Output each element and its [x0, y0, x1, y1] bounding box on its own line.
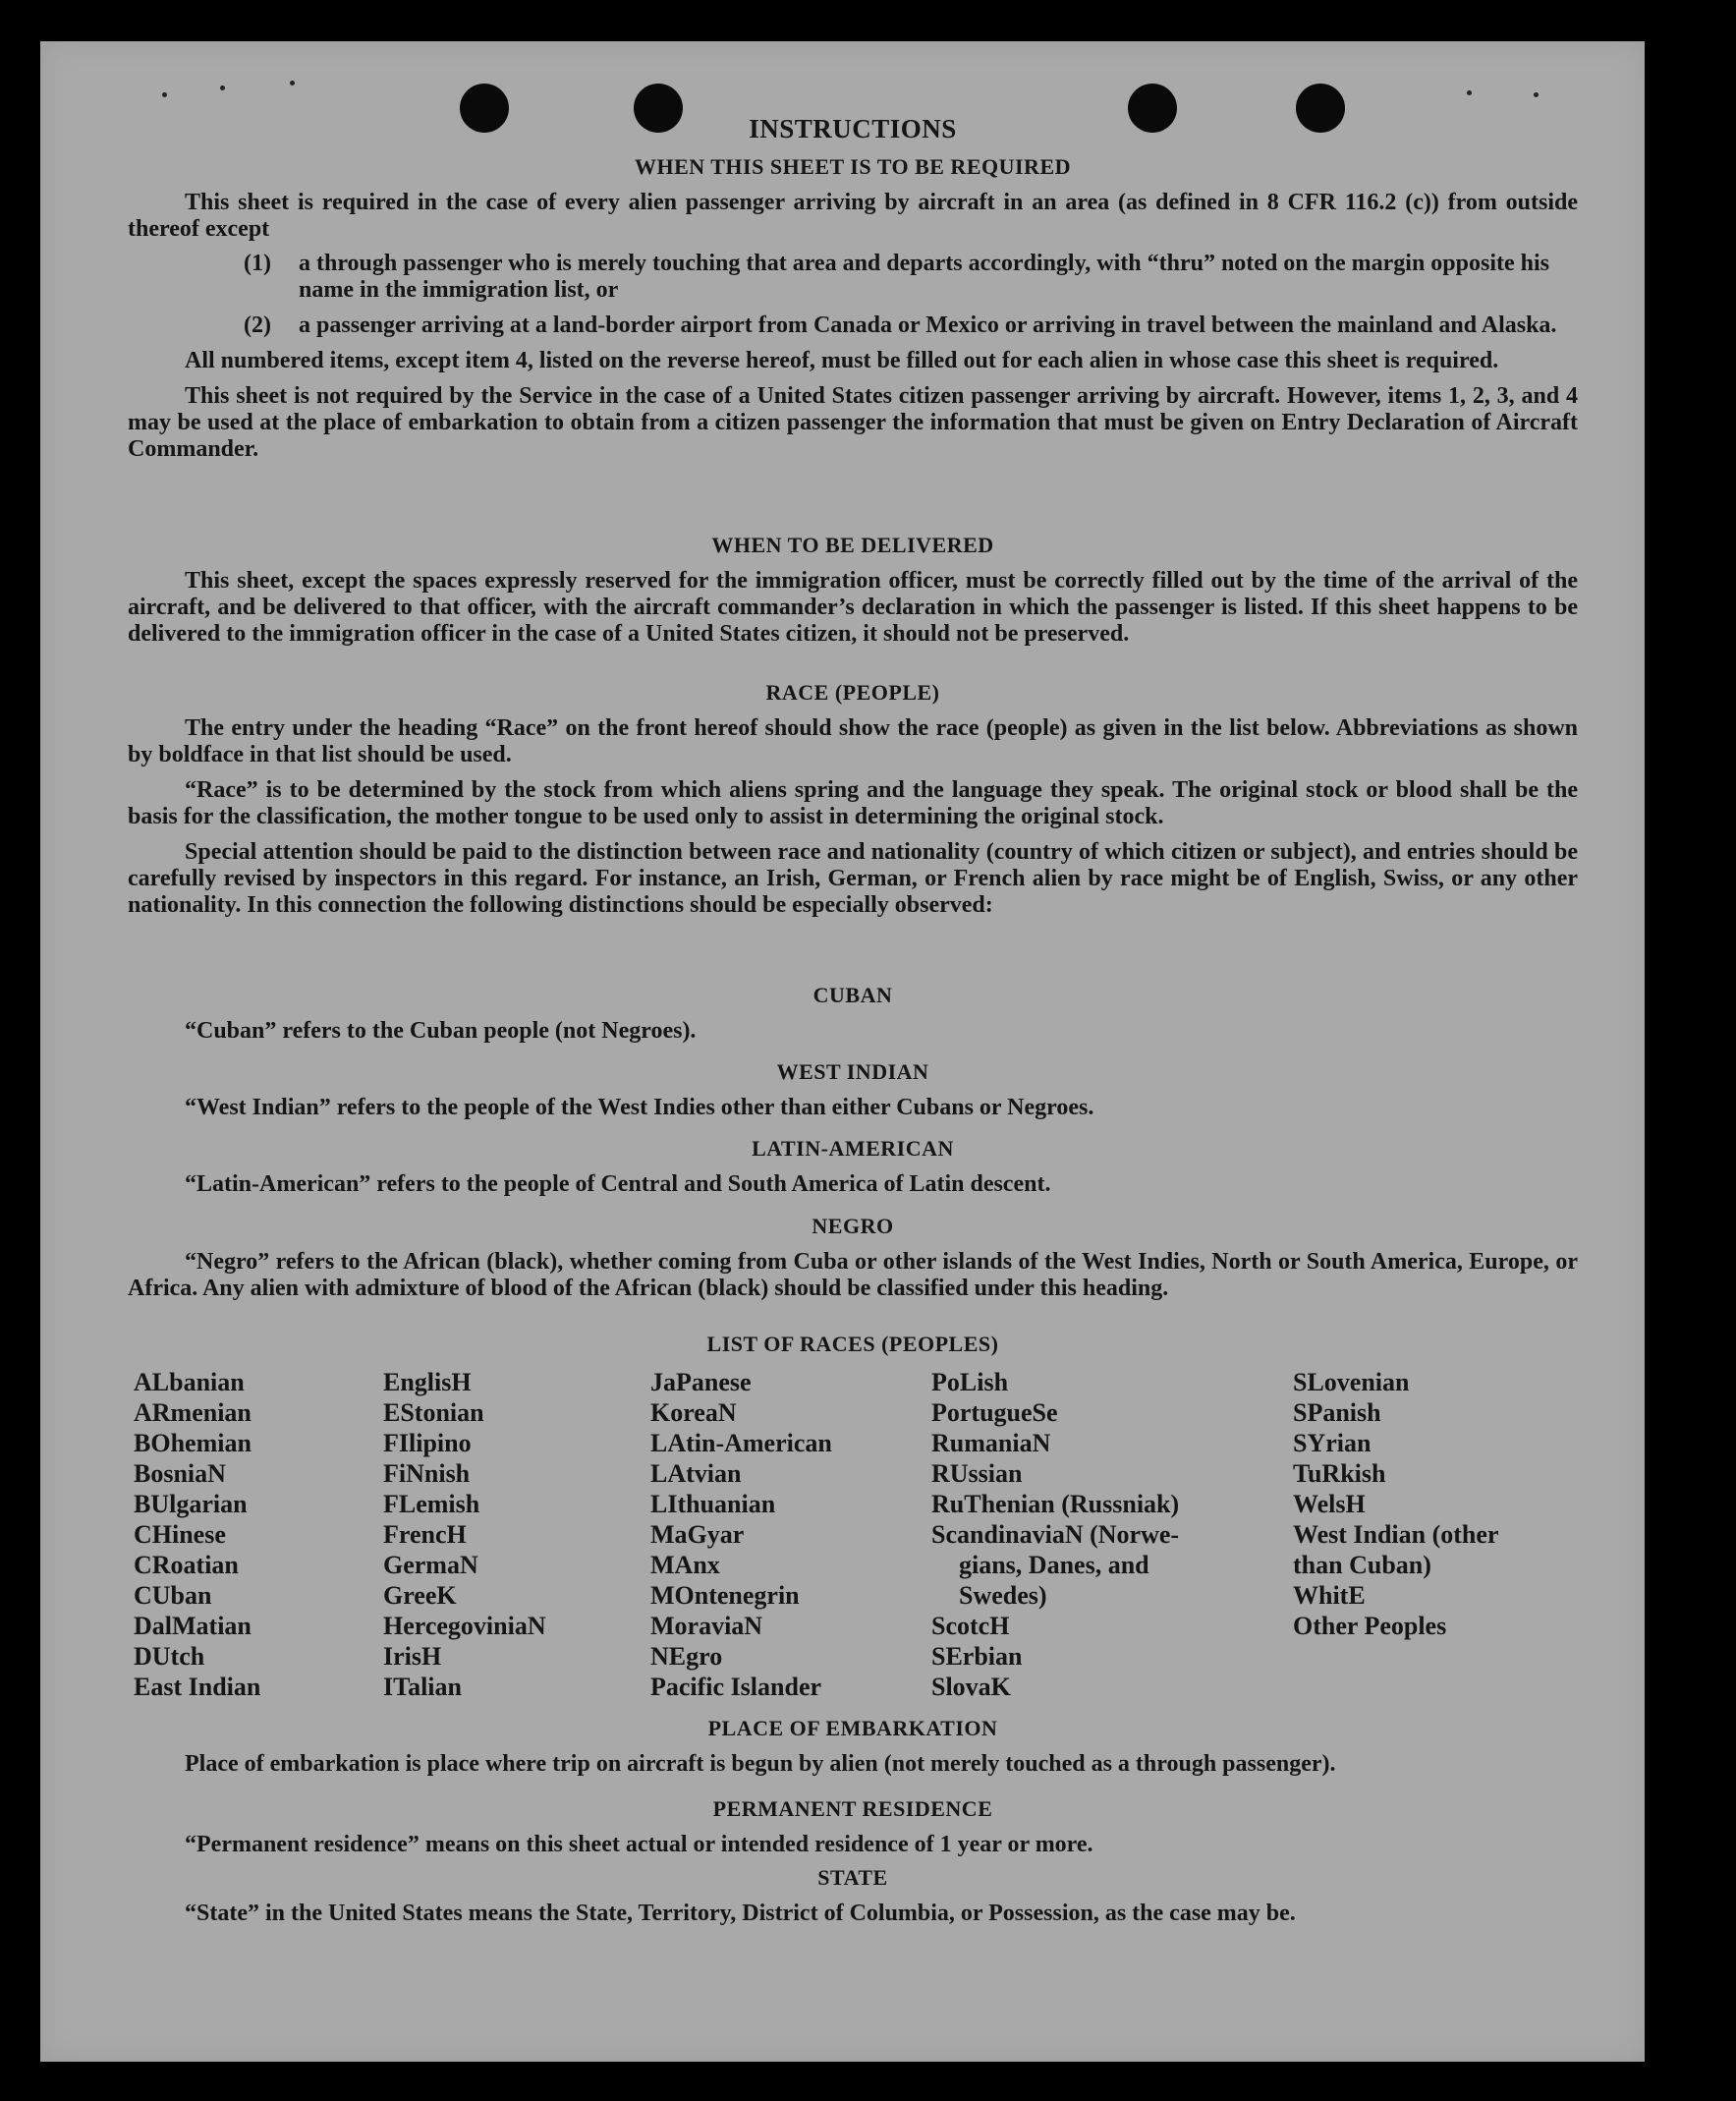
- race-entry: FiNnish: [383, 1459, 471, 1488]
- paragraph: All numbered items, except item 4, listed on the reverse hereof, must be filled out for each alien in whose case this sheet is required.: [185, 348, 1499, 373]
- race-entry: RUssian: [931, 1459, 1023, 1488]
- section-heading: STATE: [817, 1865, 888, 1890]
- list-item: [128, 312, 1578, 339]
- paragraph: “Race” is to be determined by the stock from which aliens spring and the language they speak. The original stock or blood shall be the basis for the classification, the mother tongue to be used only to assist in determining the original stock.: [128, 777, 1578, 829]
- race-entry: LAtin-American: [650, 1429, 832, 1457]
- speck: [162, 92, 167, 97]
- section-latin-american: [128, 1136, 1578, 1198]
- race-entry: Swedes): [959, 1581, 1047, 1610]
- race-entry: West Indian (other: [1293, 1520, 1499, 1549]
- race-entry: GermaN: [383, 1551, 478, 1579]
- paragraph: This sheet is required in the case of every alien passenger arriving by aircraft in an area (as defined in 8 CFR 116.2 (c)) from outside thereof except: [128, 190, 1578, 242]
- race-entry: WelsH: [1293, 1490, 1366, 1518]
- race-entry: CHinese: [134, 1520, 226, 1549]
- races-column: [931, 1367, 1293, 1702]
- paragraph: “West Indian” refers to the people of the West Indies other than either Cubans or Negroes.: [185, 1095, 1094, 1120]
- item-number: (2): [244, 312, 271, 338]
- race-entry: FIlipino: [383, 1429, 472, 1457]
- race-entry: SLovenian: [1293, 1368, 1410, 1396]
- races-column: [383, 1367, 650, 1702]
- section-heading: PERMANENT RESIDENCE: [712, 1796, 993, 1821]
- race-entry: LIthuanian: [650, 1490, 776, 1518]
- paragraph: “Latin-American” refers to the people of Central and South America of Latin descent.: [185, 1171, 1051, 1197]
- section-negro: [128, 1214, 1578, 1302]
- race-entry: BosniaN: [134, 1459, 226, 1488]
- race-entry: ScotcH: [931, 1612, 1010, 1640]
- speck: [1467, 90, 1472, 95]
- section-when-required: [128, 154, 1578, 463]
- race-entry: NEgro: [650, 1642, 723, 1671]
- race-entry: HercegoviniaN: [383, 1612, 546, 1640]
- race-entry: MOntenegrin: [650, 1581, 800, 1610]
- section-heading: WEST INDIAN: [776, 1059, 929, 1084]
- race-entry: TuRkish: [1293, 1459, 1386, 1488]
- race-entry: GreeK: [383, 1581, 457, 1610]
- paragraph: This sheet is not required by the Service in the case of a United States citizen passenger arriving by aircraft. However, items 1, 2, 3, and 4 may be used at the place of embarkation to obtain from a citizen passenger the information that must be given on Entry Declaration of Aircraft Commander.: [128, 383, 1578, 462]
- race-entry: IrisH: [383, 1642, 442, 1671]
- race-entry: SErbian: [931, 1642, 1023, 1671]
- paragraph: Place of embarkation is place where trip on aircraft is begun by alien (not merely touched as a through passenger).: [185, 1751, 1336, 1777]
- paragraph: “Permanent residence” means on this sheet actual or intended residence of 1 year or more.: [185, 1832, 1093, 1857]
- section-heading: CUBAN: [812, 983, 893, 1007]
- race-entry: SlovaK: [931, 1673, 1011, 1701]
- section-state: [128, 1865, 1578, 1927]
- race-entry: gians, Danes, and: [959, 1551, 1149, 1579]
- item-text: a passenger arriving at a land-border airport from Canada or Mexico or arriving in travel between the mainland and Alaska.: [299, 312, 1557, 338]
- race-entry: BUlgarian: [134, 1490, 248, 1518]
- speck: [220, 85, 225, 90]
- race-entry: PortugueSe: [931, 1398, 1058, 1427]
- paragraph: “Cuban” refers to the Cuban people (not Negroes).: [185, 1018, 697, 1044]
- race-entry: CRoatian: [134, 1551, 239, 1579]
- section-place-of-embarkation: [128, 1716, 1578, 1778]
- section-when-delivered: [128, 533, 1578, 648]
- race-entry: BOhemian: [134, 1429, 252, 1457]
- race-entry: RuThenian (Russniak): [931, 1490, 1180, 1518]
- race-entry: PoLish: [931, 1368, 1009, 1396]
- section-heading: PLACE OF EMBARKATION: [707, 1716, 998, 1740]
- paragraph: “Negro” refers to the African (black), whether coming from Cuba or other islands of the West Indies, North or South America, Europe, or Africa. Any alien with admixture of blood of the African (black) should be classified under this heading.: [128, 1249, 1578, 1301]
- list-item: [128, 251, 1578, 304]
- race-entry: ScandinaviaN (Norwe-: [931, 1520, 1180, 1549]
- section-heading: LIST OF RACES (PEOPLES): [706, 1332, 999, 1356]
- section-permanent-residence: [128, 1796, 1578, 1858]
- section-heading: RACE (PEOPLE): [765, 680, 940, 705]
- speck: [290, 81, 295, 85]
- race-entry: JaPanese: [650, 1368, 752, 1396]
- page-title: INSTRUCTIONS: [749, 114, 957, 143]
- race-entry: CUban: [134, 1581, 212, 1610]
- section-west-indian: [128, 1059, 1578, 1121]
- race-entry: East Indian: [134, 1673, 261, 1701]
- section-heading: WHEN THIS SHEET IS TO BE REQUIRED: [634, 154, 1072, 179]
- section-list-of-races: [128, 1332, 1578, 1702]
- race-entry: EStonian: [383, 1398, 484, 1427]
- race-entry: DUtch: [134, 1642, 205, 1671]
- section-cuban: [128, 983, 1578, 1045]
- race-entry: KoreaN: [650, 1398, 737, 1427]
- race-entry: MoraviaN: [650, 1612, 763, 1640]
- section-race: [128, 680, 1578, 919]
- races-column: [1293, 1367, 1548, 1702]
- paragraph: “State” in the United States means the State, Territory, District of Columbia, or Possession, as the case may be.: [185, 1901, 1296, 1926]
- race-entry: FrencH: [383, 1520, 467, 1549]
- race-entry: than Cuban): [1293, 1551, 1431, 1579]
- race-entry: ALbanian: [134, 1368, 245, 1396]
- race-entry: EnglisH: [383, 1368, 472, 1396]
- races-column: [650, 1367, 931, 1702]
- races-column: [134, 1367, 383, 1702]
- race-entry: LAtvian: [650, 1459, 742, 1488]
- race-entry: SYrian: [1293, 1429, 1372, 1457]
- race-entry: SPanish: [1293, 1398, 1381, 1427]
- paragraph: This sheet, except the spaces expressly reserved for the immigration officer, must be correctly filled out by the time of the arrival of the aircraft, and be delivered to that officer, with the aircraft commander’s declaration in which the passenger is listed. If this sheet happens to be delivered to the immigration officer in the case of a United States citizen, it should not be preserved.: [128, 568, 1578, 647]
- race-entry: MaGyar: [650, 1520, 745, 1549]
- paragraph: Special attention should be paid to the distinction between race and nationality (country of which citizen or subject), and entries should be carefully revised by inspectors in this regard. For instance, an Irish, German, or French alien by race might be of English, Swiss, or any other nationality. In this connection the following distinctions should be especially observed:: [128, 839, 1578, 918]
- race-entry: FLemish: [383, 1490, 480, 1518]
- section-heading: NEGRO: [812, 1214, 894, 1238]
- race-entry: DalMatian: [134, 1612, 252, 1640]
- race-entry: ARmenian: [134, 1398, 252, 1427]
- race-entry: RumaniaN: [931, 1429, 1051, 1457]
- races-table: [128, 1367, 1578, 1702]
- race-entry: ITalian: [383, 1673, 462, 1701]
- speck: [1534, 92, 1539, 97]
- document-sheet: [40, 41, 1645, 2062]
- item-number: (1): [244, 251, 271, 276]
- race-entry: Pacific Islander: [650, 1673, 822, 1701]
- race-entry: Other Peoples: [1293, 1612, 1447, 1640]
- item-text: a through passenger who is merely touching that area and departs accordingly, with “thru” noted on the margin opposite his name in the immigration list, or: [299, 251, 1549, 303]
- section-heading: WHEN TO BE DELIVERED: [711, 533, 994, 557]
- race-entry: MAnx: [650, 1551, 720, 1579]
- race-entry: WhitE: [1293, 1581, 1366, 1610]
- section-heading: LATIN-AMERICAN: [752, 1136, 954, 1161]
- paragraph: The entry under the heading “Race” on the front hereof should show the race (people) as given in the list below. Abbreviations as shown by boldface in that list should be used.: [128, 715, 1578, 767]
